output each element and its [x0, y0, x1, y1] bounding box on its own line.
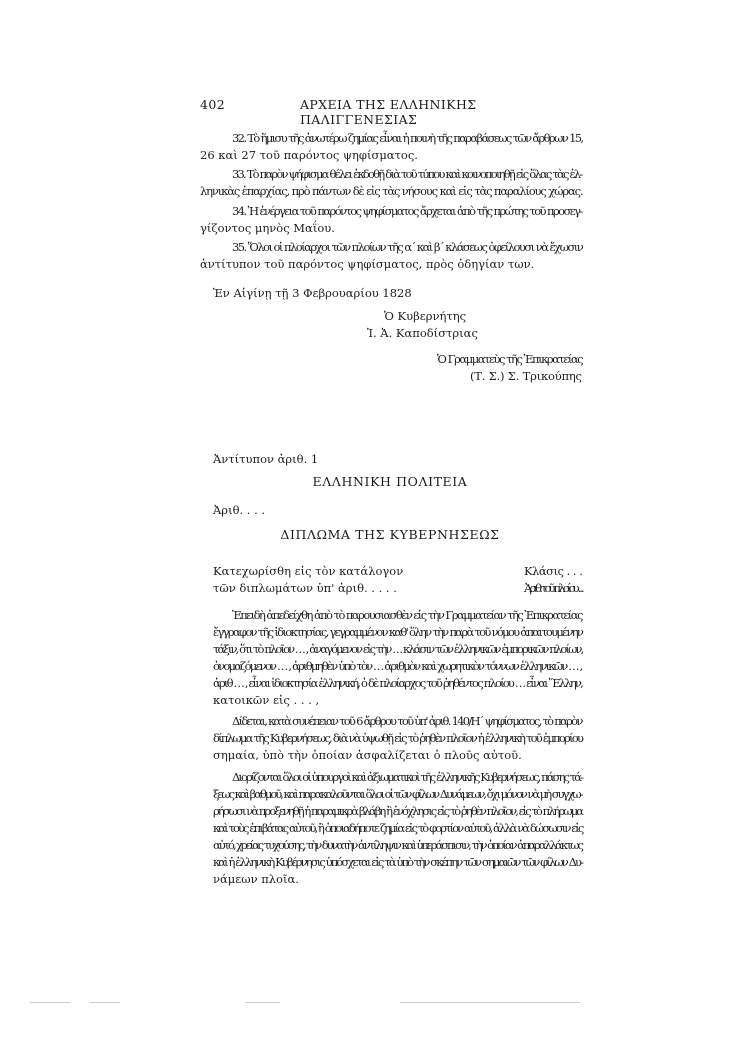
article-35-line-2: ἀντίτυπον τοῦ παρόντος ψηφίσματος, πρὸς ὁδηγίαν των.	[200, 257, 535, 271]
article-34-line-1: 34. Ἡ ἐνέργεια τοῦ παρόντος ψηφίσματος ἄρχεται ἀπὸ τῆς πρώτης τοῦ προσεγ-	[232, 204, 582, 218]
body-p1-line-2: ἔγγραφον τῆς ἰδιοκτησίας, γεγραμμένον καθ' ὅλην τὴν παρὰ τοῦ νόμου ἀπαιτουμένην	[213, 625, 583, 639]
body-p1-line-4: ὀνομαζόμενον . . . , ἀριθμηθὲν ὑπὸ τὸν . . . ἀριθμὸν καὶ χωρητικὸν τόννων ἑλληνικῶν . . . ,	[213, 659, 582, 673]
catalog-left-line-1: Κατεχωρίσθη εἰς τὸν κατάλογον	[213, 564, 404, 578]
article-32-line-1: 32. Τὸ ἥμισυ τῆς ἀνωτέρω ζημίας εἶναι ἡ ποινὴ τῆς παραβάσεως τῶν ἄρθρων 15,	[232, 131, 583, 145]
body-p1-line-1: Ἐπειδὴ ἀπεδείχθη ἀπὸ τὸ παρουσιασθὲν εἰς τὴν Γραμματείαν τῆς Ἐπικρατείας	[232, 608, 582, 622]
catalog-left-line-2: τῶν διπλωμάτων ὑπ' ἀριθ. . . . .	[213, 581, 397, 595]
catalog-right-line-2: Ἀριθ. τοῦ πλοίου . . .	[524, 581, 582, 595]
copy-label: Ἀντίτυπον ἀριθ. 1	[213, 452, 319, 466]
article-33-line-1: 33. Τὸ παρὸν ψήφισμα θέλει ἐκδοθῇ διὰ τοῦ τύπου καὶ κοινοποιηθῇ εἰς ὅλας τὰς ἑλ-	[232, 167, 582, 181]
catalog-right-line-1: Κλάσις . . .	[524, 564, 583, 578]
running-title: ΑΡΧΕΙΑ ΤΗΣ ΕΛΛΗΝΙΚΗΣ ΠΑΛΙΓΓΕΝΕΣΙΑΣ	[300, 97, 477, 127]
scan-artifact	[90, 1002, 120, 1003]
article-32-line-2: 26 καὶ 27 τοῦ παρόντος ψηφίσματος.	[200, 148, 418, 162]
scan-artifact	[30, 1002, 70, 1003]
secretary-title: Ὁ Γραμματεὺς τῆς Ἐπικρατείας	[437, 352, 583, 366]
body-p1-line-6: κατοικῶν εἰς . . . ,	[213, 693, 320, 707]
article-34-line-2: γίζοντος μηνὸς Μαΐου.	[200, 221, 335, 235]
body-p1-line-5: ἀριθ . . . , εἶναι ἰδιοκτησία ἑλληνική, ὁ δὲ πλοίαρχος τοῦ ῥηθέντος πλοίου . . . εἶναι Ἕλλην,	[213, 676, 582, 690]
page-header	[200, 97, 580, 127]
diploma-title: ΔΙΠΛΩΜΑ ΤΗΣ ΚΥΒΕΡΝΗΣΕΩΣ	[280, 527, 500, 542]
body-p3-line-2: ξεως καὶ βαθμοῦ, καὶ παρακαλοῦνται ὅλοι οἱ τῶν φίλων Δυνάμεων, ὄχι μόνον νὰ μὴ συγχω-	[213, 787, 582, 801]
body-p1-line-3: τάξιν, ὅτι τὸ πλοῖον . . . , ἀναγόμενον εἰς τὴν . . . κλάσιν τῶν ἑλληνικῶν ἐμπορικῶν πλοίων,	[213, 642, 583, 656]
body-p3-line-6: καὶ ἡ ἑλληνικὴ Κυβέρνησις ὑπόσχεται εἰς τὰ ὑπὸ τὴν σκέπην τῶν σημαιῶν τῶν φίλων Δυ-	[213, 855, 583, 869]
date-place: Ἐν Αἰγίνῃ τῇ 3 Φεβρουαρίου 1828	[213, 286, 412, 300]
article-33-line-2: ληνικὰς ἐπαρχίας, πρὸ πάντων δὲ εἰς τὰς νήσους καὶ εἰς τὰς παραλίους χώρας.	[200, 184, 583, 198]
body-p3-line-4: καὶ τοὺς ἐπιβάτας αὐτοῦ, ἢ ὁποιαδήποτε ζημία εἰς τὸ φορτίον αὐτοῦ, ἀλλὰ νὰ δώσωσιν εἰς	[213, 821, 583, 835]
governor-name: Ἰ. Ἀ. Καποδίστριας	[367, 326, 478, 340]
body-p2-line-3: σημαία, ὑπὸ τὴν ὁποίαν ἀσφαλίζεται ὁ πλοῦς αὐτοῦ.	[213, 748, 522, 762]
body-p2-line-2: δίπλωμα τῆς Κυβερνήσεως, διὰ νὰ ὑψωθῇ εἰς τὸ ῥηθὲν πλοῖον ἡ ἑλληνικὴ τοῦ ἐμπορίου	[213, 731, 583, 745]
body-p3-line-1: Διορίζονται ὅλοι οἱ ὑπουργοὶ καὶ ἀξιωματικοὶ τῆς ἑλληνικῆς Κυβερνήσεως, πάσης τά-	[232, 770, 583, 784]
scan-artifact	[400, 1002, 580, 1003]
body-p3-line-7: νάμεων πλοῖα.	[213, 872, 299, 886]
article-35-line-1: 35. Ὅλοι οἱ πλοίαρχοι τῶν πλοίων τῆς α΄ καὶ β΄ κλάσεως ὀφείλουσι νὰ ἔχωσιν	[232, 240, 583, 254]
secretary-name: (Τ. Σ.) Σ. Τρικούπης	[470, 369, 582, 383]
copy-number: Ἀριθ. . . .	[213, 503, 266, 517]
body-p2-line-1: Δίδεται, κατὰ συνέπειαν τοῦ 6 ἄρθρου τοῦ ὑπ' ἀριθ. 140/Η΄ ψηφίσματος, τὸ παρὸν	[232, 714, 582, 728]
body-p3-line-3: ρήσωσι νὰ προξενηθῇ ἡ παραμικρὰ βλάβη ἢ ἐνόχλησις εἰς τὸ ῥηθὲν πλοῖον, εἰς τὸ πλήρωμα	[213, 804, 583, 818]
governor-title: Ὁ Κυβερνήτης	[384, 309, 467, 323]
scan-artifact	[245, 1002, 280, 1003]
page-number: 402	[200, 97, 226, 112]
body-p3-line-5: αὐτό, χρείας τυχούσης, τὴν δυνατὴν ἀντίληψιν καὶ ὑπεράσπισιν, τὴν ὁποίαν ἀπαραλλάκτως	[213, 838, 582, 852]
state-heading: ΕΛΛΗΝΙΚΗ ΠΟΛΙΤΕΙΑ	[312, 474, 468, 489]
